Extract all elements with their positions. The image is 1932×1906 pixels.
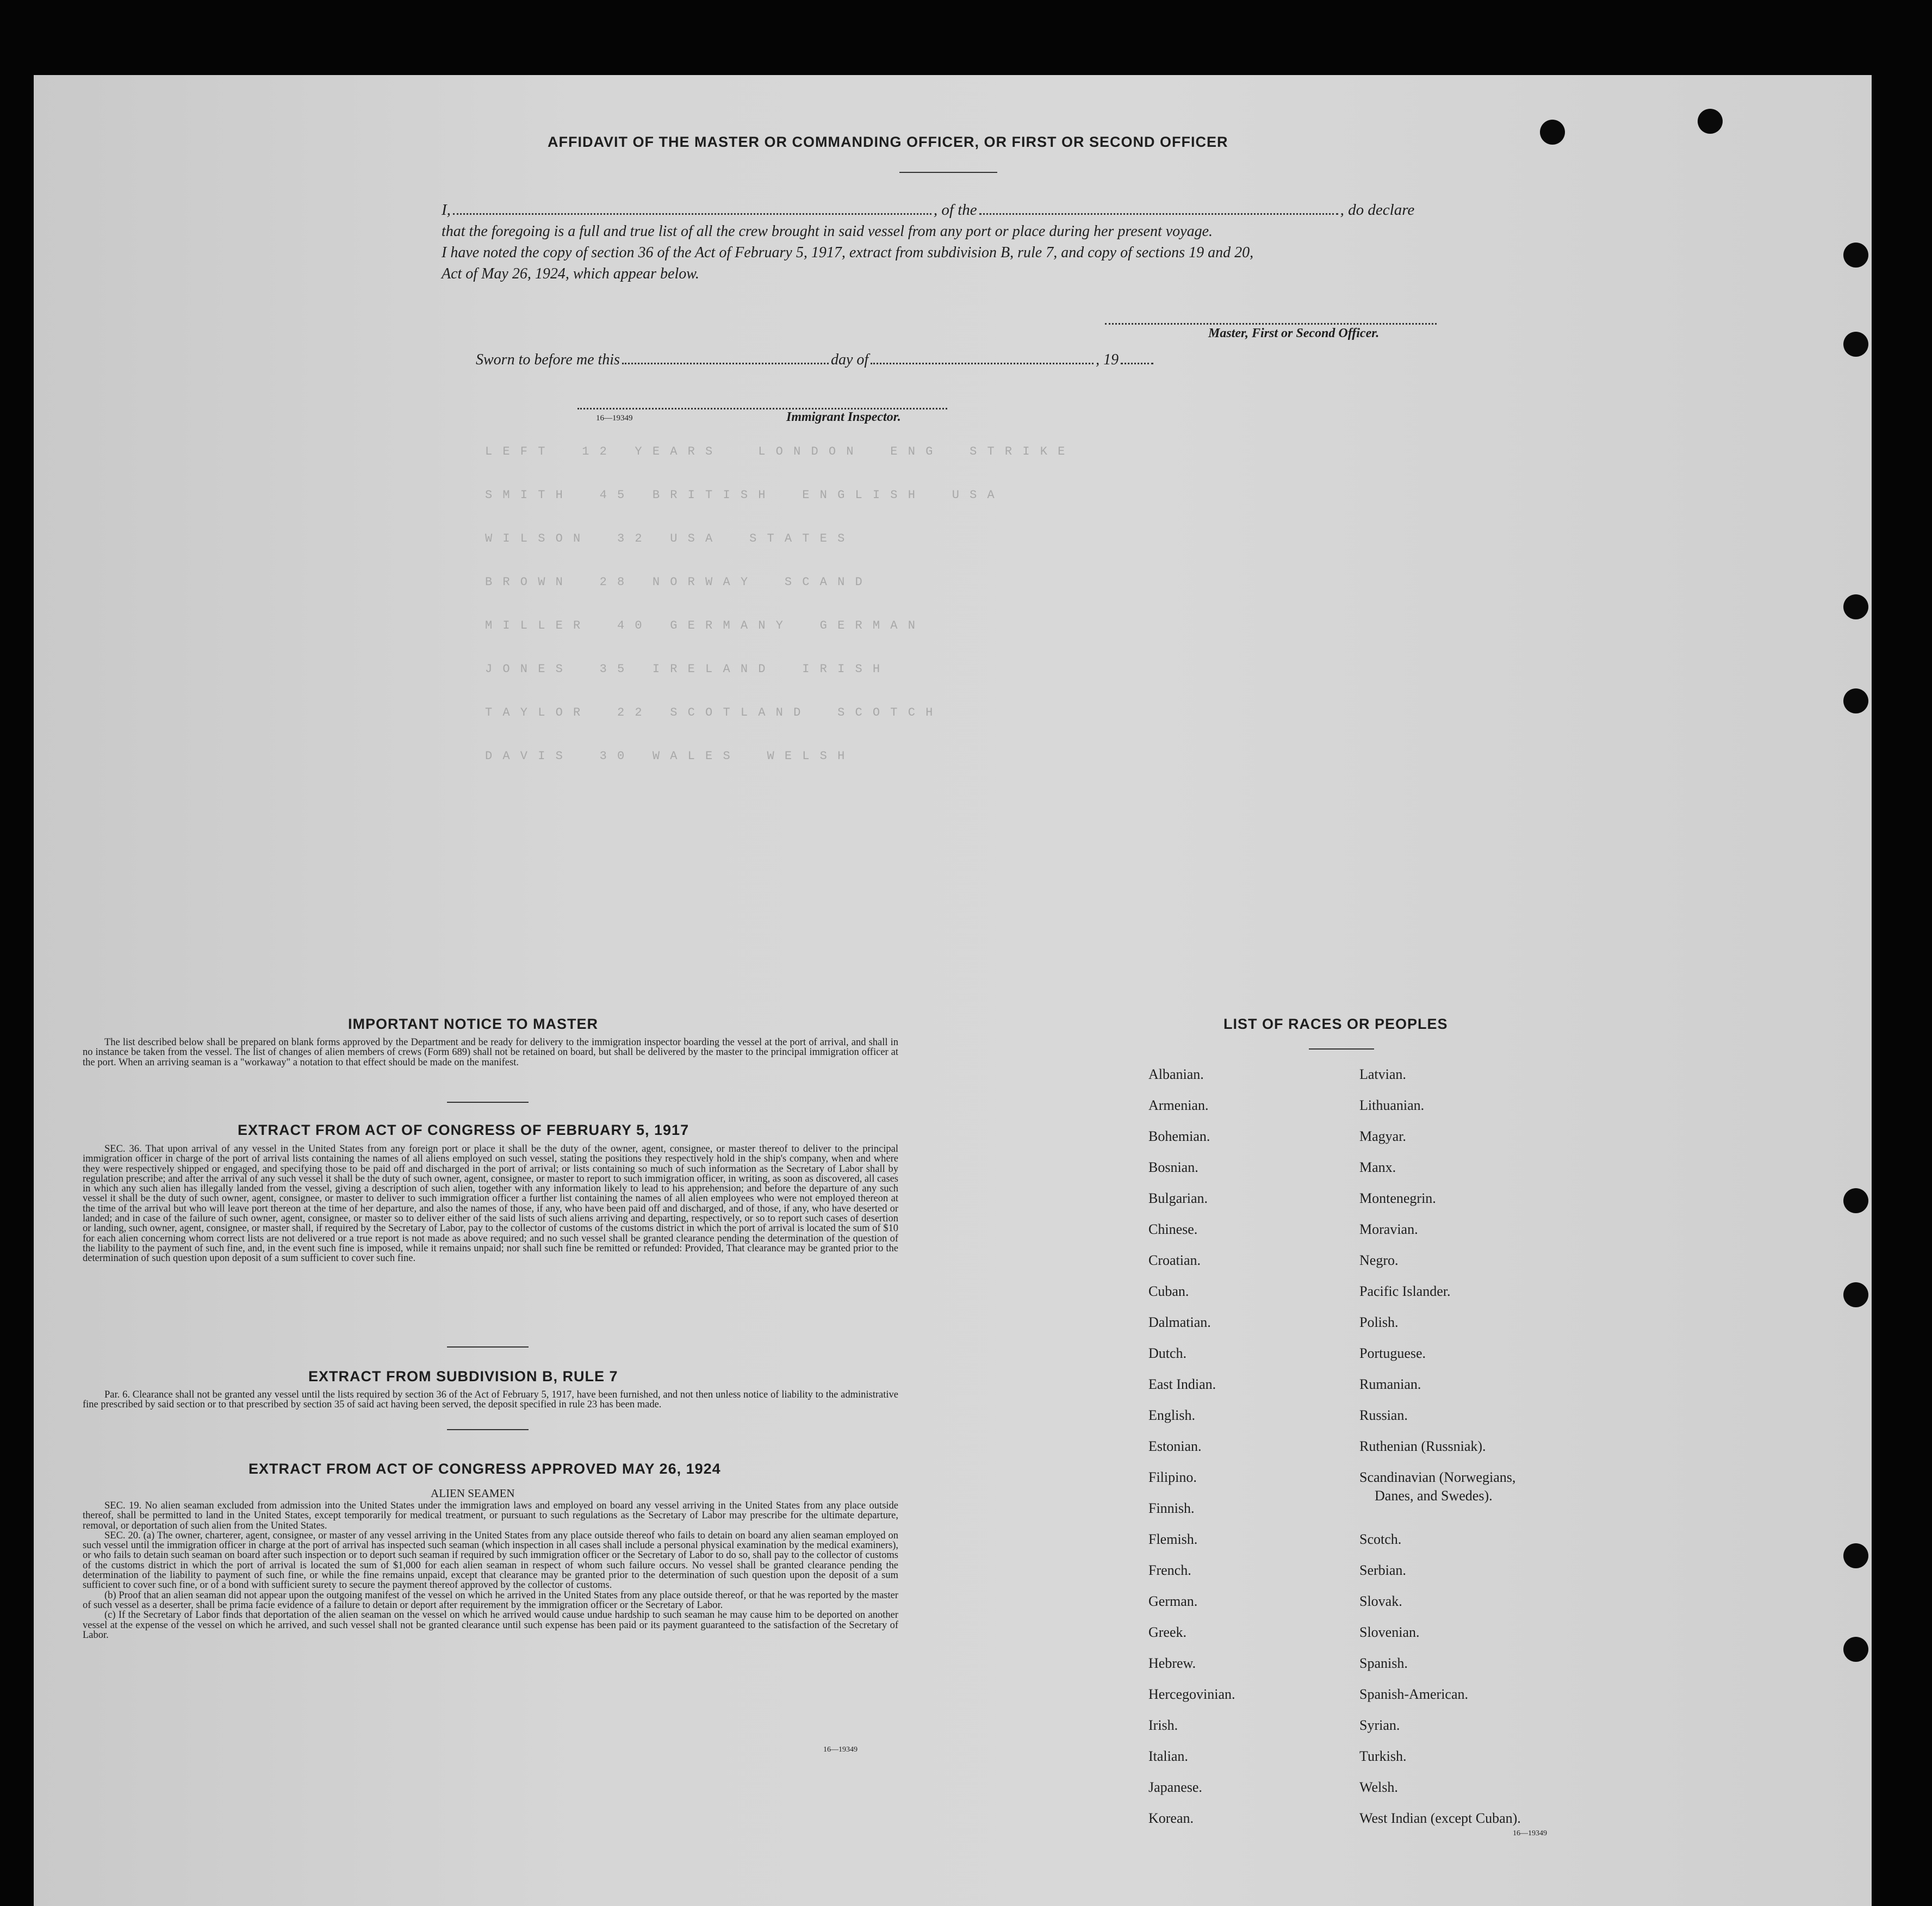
section-36: SEC. 36. That upon arrival of any vessel in the United States from any foreign port or place it shall be the duty of the owner, agent, consignee, or master thereof to deliver to the principal immigration officer in charge of the port of arrival lists containing the names of all aliens employed on such vessel, stating the positions they respectively hold in the ship's company, when and where they were respectively shipped or engaged, and specifying those to be paid off and discharged in the port of arrival; or lists containing so much of such information as the Secretary of Labor shall by regulation prescribe; and after the arrival of any such vessel it shall be the duty of such owner, agent, consignee, or master to report to such immigration officer, in writing, as soon as discovered, all cases in which any such alien has illegally landed from the vessel, giving a description of such alien, together with any information likely to lead to his apprehension; and before the departure of any such vessel it shall be the duty of such owner, agent, consignee, or master to deliver to such immigration officer a further list containing the names of all alien employees who were not employed thereon at the time of the arrival but who will leave port thereon at the time of her departure, and also the names of those, if any, who have been paid off and discharged, and of those, if any, who have deserted or landed; and in case of the failure of such owner, agent, consignee, or master so to deliver either of the said lists of such aliens arriving and departing, respectively, or so to report such cases of desertion or landing, such owner, agent, consignee, or master shall, if required by the Secretary of Labor, pay to the collector of customs of the customs district in which the port of arrival is located the sum of $10 for each alien concerning whom correct lists are not delivered or a true report is not made as above required; and no such vessel shall be granted clearance pending the determination of the question of the liability to the payment of such fine, and, in the event such fine is imposed, while it remains unpaid; nor shall such fine be remitted or refunded: Provided, That clearance may be granted prior to the determination of such question upon deposit of a sum sufficient to cover such fine. <box>83 1144 898 1264</box>
race-item: Negro. <box>1359 1252 1399 1268</box>
race-item: Scotch. <box>1359 1531 1402 1547</box>
punch-hole <box>1843 1637 1868 1662</box>
race-item: Albanian. <box>1148 1066 1204 1082</box>
punch-hole <box>1540 120 1565 145</box>
punch-hole <box>1843 1188 1868 1213</box>
rule7-divider <box>447 1429 529 1430</box>
punch-hole <box>1843 688 1868 713</box>
affidavit-do-declare: , do declare <box>1340 201 1415 219</box>
race-item: Hercegovinian. <box>1148 1686 1235 1702</box>
section-20b: (b) Proof that an alien seaman did not appear upon the outgoing manifest of the vessel on which he arrived in the United States from any place outside thereof, or that he was reported by the master of such vessel as a deserter, shall be prima facie evidence of a failure to detain or deport after requirement by the immigration officer or the Secretary of Labor. <box>83 1590 898 1611</box>
race-item: Latvian. <box>1359 1066 1406 1082</box>
race-item: Turkish. <box>1359 1748 1407 1764</box>
race-item: French. <box>1148 1562 1191 1578</box>
vessel-blank <box>979 213 1338 215</box>
title-divider <box>899 172 997 173</box>
race-item: Moravian. <box>1359 1221 1418 1237</box>
race-item: Welsh. <box>1359 1779 1398 1795</box>
notice-body <box>83 1038 898 1067</box>
race-item: Armenian. <box>1148 1097 1209 1113</box>
manifest-page: L E F T 1 2 Y E A R S L O N D O N E N G S T R I K E S M I T H 4 5 B R I T I S H E N G L I S H U S A W I L S O N 3 2 U S A S T A T E S B R O W N 2 8 N O R W A Y S C A N D M I L L E R 4 0 G E R M A N Y G E R M A N J O N E S 3 5 I R E L A N D I R I S H T A Y L O R 2 2 S C O T L A N D S C O T C H D A V I S 3 0 W A L E S W E L S H AFFIDAVIT OF THE MASTER OR COMMANDING OFFICER, OR FIRST OR SECOND OFFICER I, , of the , do declare that the foregoing is a full and true list of all the crew brought in said vessel from any port or place during her present voyage. I have noted the copy of section 36 of the Act of February 5, 1917, extract from subdivision B, rule 7, and copy of sections 19 and 20, Act of May 26, 1924, which appear below. Master, First or Second Officer. Sworn to before me this day of , 19 16—19349 Immigrant Inspector. IMPORTANT NOTICE TO MASTER The list described below shall be prepared on blank forms approved by the Department and be ready for delivery to the immigration inspector boarding the vessel at the port of arrival, and shall in no instance be taken from the vessel. The list of changes of alien members of crews (Form 689) shall not be retained on board, but shall be delivered by the master to the principal immigration officer at the port. When an arriving seaman is a "workaway" a notation to that effect should be made on the manifest. EXTRACT FROM ACT OF CONGRESS OF FEBRUARY 5, 1917 SEC. 36. That upon arrival of any vessel in the United States from any foreign port or place it shall be the duty of the owner, agent, consignee, or master thereof to deliver to the principal immigration officer in charge of the port of arrival lists containing the names of all aliens employed on such vessel, stating the positions they respectively hold in the ship's company, when and where they were respectively shipped or engaged, and specifying those to be paid off and discharged in the port of arrival; or lists containing so much of such information as the Secretary of Labor shall by regulation prescribe; and after the arrival of any such vessel it shall be the duty of such owner, agent, consignee, or master to report to such immigration officer, in writing, as soon as discovered, all cases in which any such alien has illegally landed from the vessel, giving a description of such alien, together with any information likely to lead to his apprehension; and before the departure of any such vessel it shall be the duty of such owner, agent, consignee, or master to deliver to such immigration officer a further list containing the names of all alien employees who were not employed thereon at the time of the arrival but who will leave port thereon at the time of her departure, and also the names of those, if any, who have been paid off and discharged, and of those, if any, who have deserted or landed; and in case of the failure of such owner, agent, consignee, or master so to deliver either of the said lists of such aliens arriving and departing, respectively, or so to report such cases of desertion or landing, such owner, agent, consignee, or master shall, if required by the Secretary of Labor, pay to the collector of customs of the customs district in which the port of arrival is located the sum of $10 for each alien concerning whom correct lists are not delivered or a true report is not made as above required; and no such vessel shall be granted clearance pending the determination of the question of the liability to the payment of such fine, and, in the event such fine is imposed, while it remains unpaid; nor shall such fine be remitted or refunded: Provided, That clearance may be granted prior to the determination of such question upon deposit of a sum sufficient to cover such fine. EXTRACT FROM SUBDIVISION B, RULE 7 Par. 6. Clearance shall not be granted any vessel until the lists required by section 36 of the Act of February 5, 1917, have been furnished, and not then unless notice of liability to the administrative fine prescribed by said section or to that prescribed by section 35 of said act having been served, the deposit specified in rule 23 has been made. EXTRACT FROM ACT OF CONGRESS APPROVED MAY 26, 1924 ALIEN SEAMEN SEC. 19. No alien seaman excluded from admission into the United States under the immigration laws and employed on board any vessel arriving in the United States from any place outside thereof, shall be permitted to land in the United States, except temporarily for medical treatment, or pursuant to such regulations as the Secretary of Labor may prescribe for the ultimate departure, removal, or deportation of such alien from the United States. SEC. 20. (a) The owner, charterer, agent, consignee, or master of any vessel arriving in the United States from any place outside thereof who fails to detain on board any alien seaman employed on such vessel until the immigration officer in charge at the port of arrival has inspected such seaman (which inspection in all cases shall include a personal physical examination by the medical examiners), or who fails to detain such seaman on board after such inspection or to deport such seaman if required by such immigration officer or the Secretary of Labor to do so, shall pay to the collector of customs of the customs district in which the port of arrival is located the sum of $1,000 for each alien seaman in respect of whom such failure occurs. No vessel shall be granted clearance pending the determination of the liability to payment of such fine, or while the fine remains unpaid, except that clearance may be granted prior to the determination of such question upon the deposit of a sum sufficient to cover such fine, or of a bond with sufficient surety to secure the payment thereof approved by the collector of customs. (b) Proof that an alien seaman did not appear upon the outgoing manifest of the vessel on which he arrived in the United States from any place outside thereof, or that he was reported by the master of such vessel as a deserter, shall be prima facie evidence of a failure to detain or deport after requirement by the immigration officer or the Secretary of Labor. (c) If the Secretary of Labor finds that deportation of the alien seaman on the vessel on which he arrived would cause undue hardship to such seaman he may cause him to be deported on another vessel at the expense of the vessel on which he arrived, and such vessel shall not be granted clearance until such expense has been paid or its payment guaranteed to the satisfaction of the Secretary of Labor. 16—19349 LIST OF RACES OR PEOPLES Albanian. Armenian. Bohemian. Bosnian. Bulgarian. Chinese. Croatian. Cuban. Dalmatian. Dutch. East Indian. English. Estonian. Filipino. Finnish. Flemish. French. German. Greek. Hebrew. Hercegovinian. Irish. Italian. Japanese. Korean. Latvian. Lithuanian. Magyar. Manx. Montenegrin. Moravian. Negro. Pacific Islander. Polish. Portuguese. Rumanian. Russian. Ruthenian (Russniak). Scandinavian (Norwegians, Danes, and Swedes). Scotch. Serbian. Slovak. Slovenian. Spanish. Spanish-American. Syrian. Turkish. Welsh. West Indian (except Cuban). 16—19349 <box>34 75 1872 1906</box>
punch-hole <box>1843 1282 1868 1307</box>
race-item: Japanese. <box>1148 1779 1202 1795</box>
race-item: Hebrew. <box>1148 1655 1196 1671</box>
affidavit-line-3: I have noted the copy of section 36 of the Act of February 5, 1917, extract from subdivision B, rule 7, and copy of sections 19 and 20, <box>442 244 1254 261</box>
race-item: Pacific Islander. <box>1359 1283 1451 1299</box>
race-item: Syrian. <box>1359 1717 1400 1733</box>
punch-hole <box>1843 332 1868 357</box>
section-20c: (c) If the Secretary of Labor finds that deportation of the alien seaman on the vessel on which he arrived would cause undue hardship to such seaman he may cause him to be deported on another vessel at the expense of the vessel on which he arrived, and such vessel shall not be granted clearance until such expense has been paid or its payment guaranteed to the satisfaction of the Secretary of Labor. <box>83 1610 898 1641</box>
master-signature-line <box>1105 323 1437 325</box>
race-item: Portuguese. <box>1359 1345 1426 1361</box>
punch-hole <box>1698 109 1723 134</box>
race-item: Polish. <box>1359 1314 1399 1330</box>
races-title: LIST OF RACES OR PEOPLES <box>1223 1016 1448 1032</box>
race-item: Bosnian. <box>1148 1159 1198 1175</box>
extract-1917-title: EXTRACT FROM ACT OF CONGRESS OF FEBRUARY 5, 1917 <box>238 1122 689 1138</box>
rule7-body <box>83 1390 898 1410</box>
sworn-year-blank <box>1121 363 1153 364</box>
race-item: Dutch. <box>1148 1345 1187 1361</box>
extract-1917-body <box>83 1144 898 1264</box>
sworn-month-blank <box>871 363 1094 364</box>
race-item: Italian. <box>1148 1748 1188 1764</box>
race-item: Manx. <box>1359 1159 1396 1175</box>
race-item: Ruthenian (Russniak). <box>1359 1438 1486 1454</box>
race-item: Bohemian. <box>1148 1128 1210 1144</box>
extract-1924-form-number: 16—19349 <box>823 1746 858 1754</box>
race-item: Finnish. <box>1148 1500 1195 1516</box>
affidavit-i: I, <box>442 201 451 219</box>
races-divider <box>1309 1048 1374 1050</box>
rule7-title: EXTRACT FROM SUBDIVISION B, RULE 7 <box>308 1368 618 1385</box>
punch-hole <box>1843 594 1868 619</box>
race-item-continued: Danes, and Swedes). <box>1375 1488 1493 1504</box>
master-signature-label: Master, First or Second Officer. <box>1208 326 1380 340</box>
race-item: Spanish. <box>1359 1655 1408 1671</box>
extract-1924-body <box>83 1501 898 1640</box>
race-item: Korean. <box>1148 1810 1194 1826</box>
notice-paragraph: The list described below shall be prepared on blank forms approved by the Department and be ready for delivery to the immigration inspector boarding the vessel at the port of arrival, and shall in no instance be taken from the vessel. The list of changes of alien members of crews (Form 689) shall not be retained on board, but shall be delivered by the master to the principal immigration officer at the port. When an arriving seaman is a "workaway" a notation to that effect should be made on the manifest. <box>83 1037 898 1068</box>
sworn-text: Sworn to before me this <box>476 351 620 368</box>
race-item: Slovenian. <box>1359 1624 1420 1640</box>
punch-hole <box>1843 243 1868 268</box>
race-item: Greek. <box>1148 1624 1187 1640</box>
sworn-day-of: day of <box>830 351 869 368</box>
races-form-number: 16—19349 <box>1513 1829 1547 1837</box>
race-item: Serbian. <box>1359 1562 1406 1578</box>
race-item: Lithuanian. <box>1359 1097 1425 1113</box>
sworn-day-blank <box>622 363 829 364</box>
extract-1924-title: EXTRACT FROM ACT OF CONGRESS APPROVED MAY 26, 1924 <box>249 1461 721 1477</box>
race-item: Rumanian. <box>1359 1376 1421 1392</box>
name-blank <box>453 213 931 215</box>
race-item: East Indian. <box>1148 1376 1216 1392</box>
affidavit-of-the: , of the <box>933 201 977 219</box>
section-20a: SEC. 20. (a) The owner, charterer, agent, consignee, or master of any vessel arriving in the United States from any place outside thereof who fails to detain on board any alien seaman employed on such vessel until the immigration officer in charge at the port of arrival has inspected such seaman (which inspection in all cases shall include a personal physical examination by the medical examiners), or who fails to detain such seaman on board after such inspection or to deport such seaman if required by such immigration officer or the Secretary of Labor to do so, shall pay to the collector of customs of the customs district in which the port of arrival is located the sum of $1,000 for each alien seaman in respect of whom such failure occurs. No vessel shall be granted clearance pending the determination of the liability to payment of such fine, or while the fine remains unpaid, except that clearance may be granted prior to the determination of such question upon the deposit of a sum sufficient to cover such fine, or of a bond with sufficient surety to secure the payment thereof approved by the collector of customs. <box>83 1530 898 1591</box>
race-item: Filipino. <box>1148 1469 1197 1485</box>
sworn-year: , 19 <box>1096 351 1119 368</box>
race-item: Irish. <box>1148 1717 1178 1733</box>
race-item: Russian. <box>1359 1407 1408 1423</box>
race-item: Spanish-American. <box>1359 1686 1469 1702</box>
race-item: Croatian. <box>1148 1252 1201 1268</box>
affidavit-declaration-line <box>442 201 1414 219</box>
notice-title: IMPORTANT NOTICE TO MASTER <box>348 1016 598 1032</box>
affidavit-form-number: 16—19349 <box>596 414 633 423</box>
notice-divider <box>447 1102 529 1103</box>
extract-1917-divider <box>447 1346 529 1348</box>
race-item: Cuban. <box>1148 1283 1189 1299</box>
race-item: Flemish. <box>1148 1531 1198 1547</box>
race-item: Scandinavian (Norwegians, <box>1359 1469 1516 1485</box>
race-item: German. <box>1148 1593 1198 1609</box>
affidavit-line-2: that the foregoing is a full and true list of all the crew brought in said vessel from any port or place during her present voyage. <box>442 223 1213 240</box>
affidavit-title: AFFIDAVIT OF THE MASTER OR COMMANDING OFFICER, OR FIRST OR SECOND OFFICER <box>548 134 1228 150</box>
alien-seamen-subtitle: ALIEN SEAMEN <box>431 1487 515 1500</box>
race-item: Dalmatian. <box>1148 1314 1211 1330</box>
race-item: Magyar. <box>1359 1128 1406 1144</box>
race-item: Estonian. <box>1148 1438 1202 1454</box>
punch-hole <box>1843 1543 1868 1568</box>
section-19: SEC. 19. No alien seaman excluded from admission into the United States under the immigration laws and employed on board any vessel arriving in the United States from any place outside thereof, shall be permitted to land in the United States, except temporarily for medical treatment, or pursuant to such regulations as the Secretary of Labor may prescribe for the ultimate departure, removal, or deportation of such alien from the United States. <box>83 1500 898 1531</box>
rule7-paragraph: Par. 6. Clearance shall not be granted any vessel until the lists required by section 36 of the Act of February 5, 1917, have been furnished, and not then unless notice of liability to the administrative fine prescribed by said section or to that prescribed by section 35 of said act having been served, the deposit specified in rule 23 has been made. <box>83 1389 898 1411</box>
race-item: Chinese. <box>1148 1221 1198 1237</box>
inspector-label: Immigrant Inspector. <box>786 410 901 424</box>
race-item: Slovak. <box>1359 1593 1402 1609</box>
race-item: Montenegrin. <box>1359 1190 1436 1206</box>
race-item: Bulgarian. <box>1148 1190 1208 1206</box>
race-item: West Indian (except Cuban). <box>1359 1810 1521 1826</box>
race-item: English. <box>1148 1407 1195 1423</box>
inspector-signature-line <box>577 408 947 409</box>
affidavit-line-4: Act of May 26, 1924, which appear below. <box>442 265 699 282</box>
sworn-line <box>476 351 1156 369</box>
